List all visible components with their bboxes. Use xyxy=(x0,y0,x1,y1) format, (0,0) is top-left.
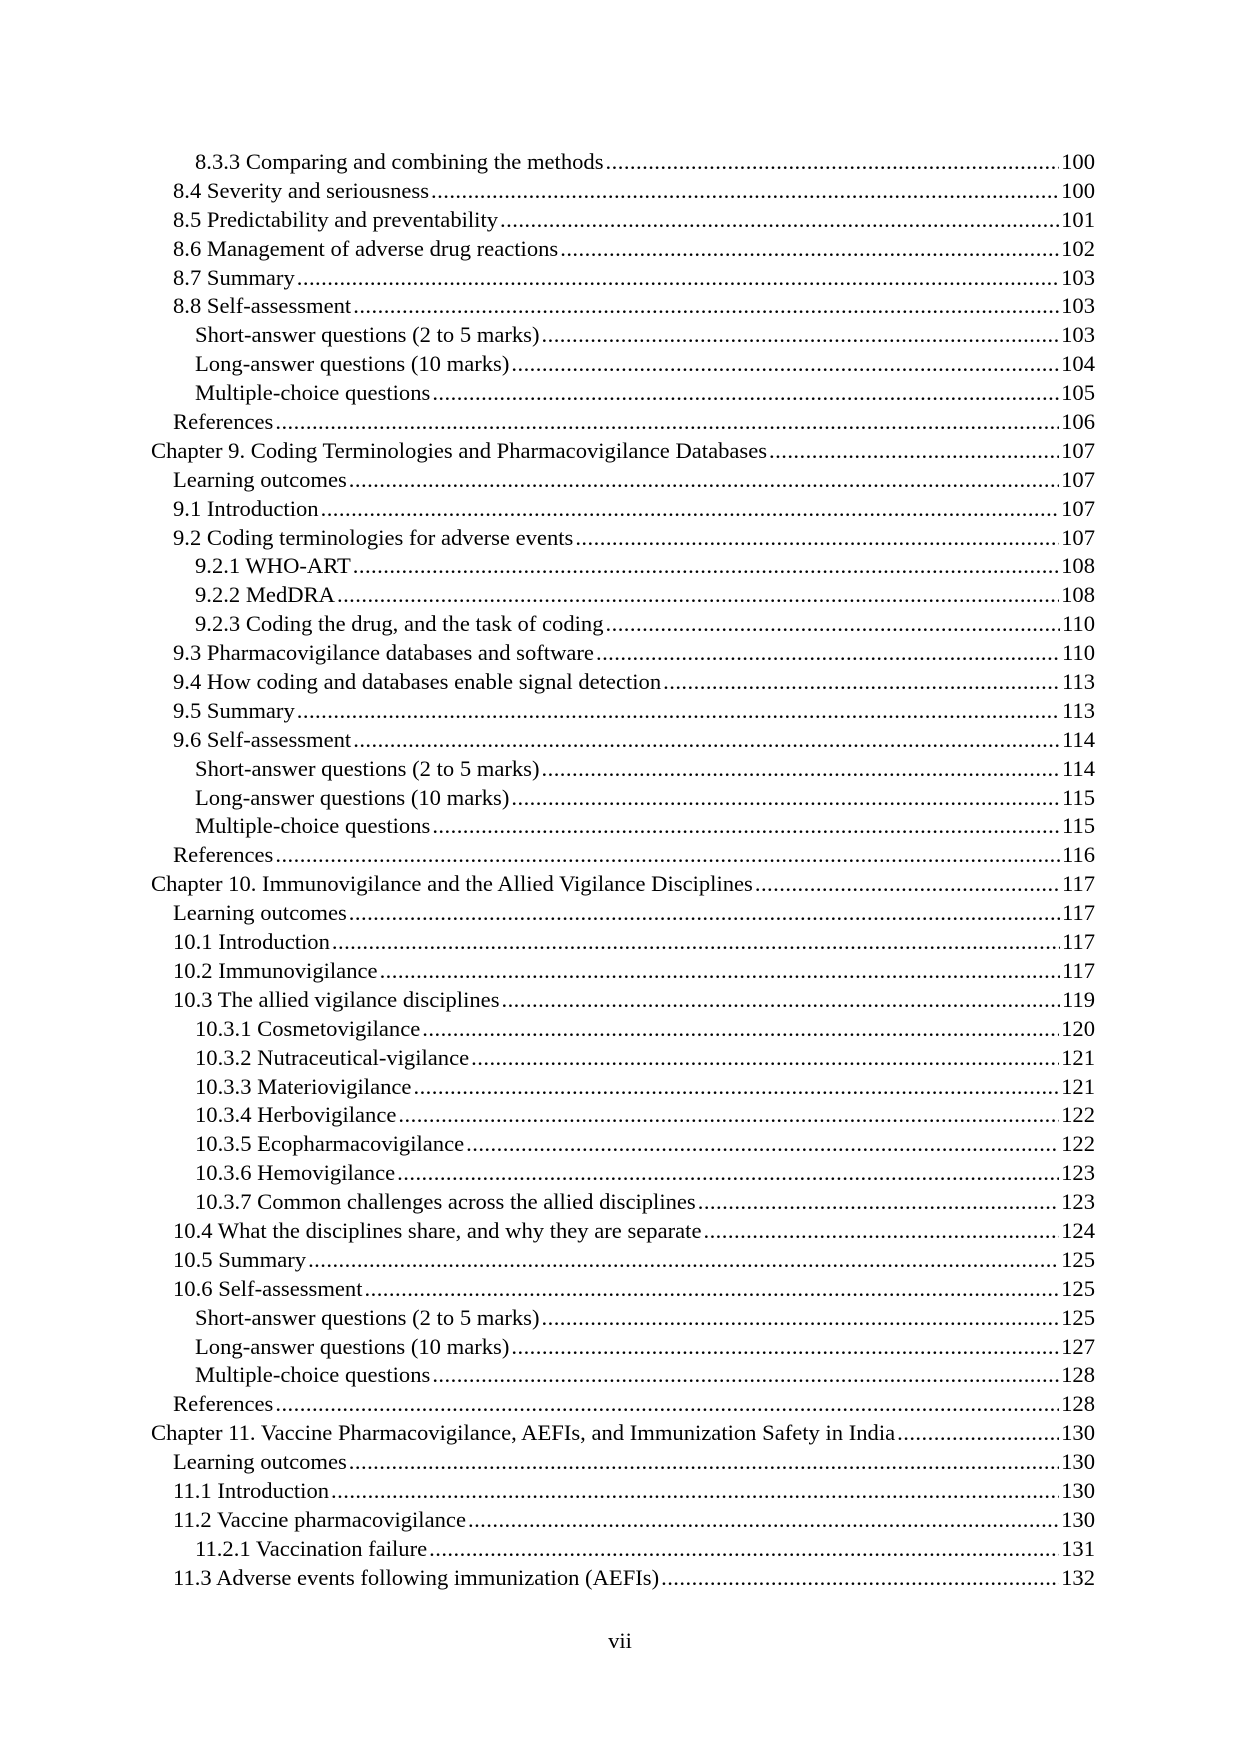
toc-entry-title: Short-answer questions (2 to 5 marks) xyxy=(195,1304,540,1330)
toc-entry-title: 8.8 Self-assessment xyxy=(173,293,352,319)
toc-entry-page: 117 xyxy=(1061,871,1095,897)
dot-leader xyxy=(606,149,1060,175)
toc-entry-page: 102 xyxy=(1061,235,1095,261)
toc-entry xyxy=(151,669,1095,698)
toc-entry-title: 10.3.2 Nutraceutical-vigilance xyxy=(195,1044,470,1070)
toc-entry-page: 113 xyxy=(1061,669,1095,695)
toc-entry-title: Long-answer questions (10 marks) xyxy=(195,1333,510,1359)
toc-entry xyxy=(151,1507,1095,1536)
toc-entry xyxy=(151,1305,1095,1334)
toc-entry-page: 100 xyxy=(1061,177,1095,203)
toc-entry xyxy=(151,1334,1095,1363)
toc-entry xyxy=(151,1565,1095,1594)
toc-entry-title: 10.3.5 Ecopharmacovigilance xyxy=(195,1131,465,1157)
toc-entry xyxy=(151,1131,1095,1160)
toc-entry xyxy=(151,1391,1095,1420)
toc-entry xyxy=(151,1362,1095,1391)
dot-leader xyxy=(468,1507,1059,1533)
toc-entry xyxy=(151,987,1095,1016)
toc-entry-page: 100 xyxy=(1061,149,1095,174)
dot-leader xyxy=(275,409,1059,435)
toc-entry-title: 11.2 Vaccine pharmacovigilance xyxy=(173,1506,466,1532)
toc-entry-title: 9.5 Summary xyxy=(173,697,295,723)
dot-leader xyxy=(380,958,1060,984)
toc-entry xyxy=(151,900,1095,929)
toc-entry xyxy=(151,958,1095,987)
toc-entry-title: Multiple-choice questions xyxy=(195,813,431,839)
toc-entry-title: 10.3.7 Common challenges across the allied disciplines xyxy=(195,1189,696,1215)
dot-leader xyxy=(349,1449,1059,1475)
toc-entry-page: 125 xyxy=(1061,1304,1095,1330)
table-of-contents xyxy=(151,149,1095,1594)
dot-leader xyxy=(466,1131,1059,1157)
toc-entry xyxy=(151,756,1095,785)
toc-entry xyxy=(151,1218,1095,1247)
toc-entry xyxy=(151,380,1095,409)
toc-entry xyxy=(151,1420,1095,1449)
dot-leader xyxy=(471,1045,1059,1071)
dot-leader xyxy=(365,1276,1060,1302)
toc-entry xyxy=(151,525,1095,554)
toc-entry-title: 9.3 Pharmacovigilance databases and software xyxy=(173,640,594,666)
dot-leader xyxy=(542,1305,1060,1331)
toc-entry-page: 108 xyxy=(1061,553,1095,579)
dot-leader xyxy=(661,1565,1059,1591)
toc-entry-page: 101 xyxy=(1061,206,1095,232)
toc-entry-title: 8.3.3 Comparing and combining the methods xyxy=(195,149,604,174)
page-number: vii xyxy=(608,1628,632,1653)
dot-leader xyxy=(413,1074,1059,1100)
dot-leader xyxy=(897,1420,1059,1446)
toc-entry-title: Long-answer questions (10 marks) xyxy=(195,784,510,810)
toc-entry-page: 117 xyxy=(1061,900,1095,926)
toc-entry-title: 10.5 Summary xyxy=(173,1246,307,1272)
dot-leader xyxy=(422,1016,1059,1042)
dot-leader xyxy=(353,293,1059,319)
toc-entry xyxy=(151,1074,1095,1103)
toc-entry-title: 10.3.6 Hemovigilance xyxy=(195,1160,396,1186)
toc-entry-title: 10.2 Immunovigilance xyxy=(173,957,378,983)
toc-entry-page: 123 xyxy=(1061,1160,1095,1186)
toc-entry xyxy=(151,149,1095,178)
toc-entry-title: Short-answer questions (2 to 5 marks) xyxy=(195,755,540,781)
toc-entry-page: 107 xyxy=(1061,437,1095,463)
toc-entry-page: 116 xyxy=(1061,842,1095,868)
toc-entry xyxy=(151,409,1095,438)
toc-entry-title: 10.3.4 Herbovigilance xyxy=(195,1102,397,1128)
toc-entry-title: 9.2.3 Coding the drug, and the task of coding xyxy=(195,611,604,637)
toc-entry-page: 122 xyxy=(1061,1102,1095,1128)
toc-entry xyxy=(151,1478,1095,1507)
toc-entry xyxy=(151,785,1095,814)
dot-leader xyxy=(432,813,1060,839)
toc-entry-title: Chapter 11. Vaccine Pharmacovigilance, AEFIs, and Immunization Safety in India xyxy=(151,1420,896,1446)
dot-leader xyxy=(431,178,1059,204)
dot-leader xyxy=(297,698,1060,724)
toc-entry xyxy=(151,265,1095,294)
toc-entry-page: 120 xyxy=(1061,1015,1095,1041)
toc-entry xyxy=(151,1160,1095,1189)
dot-leader xyxy=(511,1334,1059,1360)
toc-entry-title: 10.6 Self-assessment xyxy=(173,1275,363,1301)
toc-entry xyxy=(151,929,1095,958)
toc-entry-page: 114 xyxy=(1061,755,1095,781)
toc-entry-title: Chapter 10. Immunovigilance and the Allied Vigilance Disciplines xyxy=(151,871,753,897)
dot-leader xyxy=(397,1160,1059,1186)
toc-entry-page: 107 xyxy=(1061,466,1095,492)
toc-entry-title: 9.2.1 WHO-ART xyxy=(195,553,351,579)
dot-leader xyxy=(500,207,1059,233)
toc-entry-page: 131 xyxy=(1061,1535,1095,1561)
toc-entry-title: Multiple-choice questions xyxy=(195,380,431,406)
toc-entry-page: 117 xyxy=(1061,957,1095,983)
toc-entry-page: 114 xyxy=(1061,726,1095,752)
dot-leader xyxy=(542,322,1060,348)
toc-entry-title: 8.7 Summary xyxy=(173,264,295,290)
toc-entry-title: Learning outcomes xyxy=(173,900,347,926)
dot-leader xyxy=(606,611,1060,637)
dot-leader xyxy=(275,842,1060,868)
dot-leader xyxy=(511,785,1060,811)
toc-entry xyxy=(151,178,1095,207)
toc-entry xyxy=(151,1045,1095,1074)
dot-leader xyxy=(511,351,1059,377)
toc-entry-title: 10.3 The allied vigilance disciplines xyxy=(173,986,500,1012)
dot-leader xyxy=(321,496,1060,522)
toc-entry xyxy=(151,1247,1095,1276)
dot-leader xyxy=(331,1478,1059,1504)
toc-entry-title: Long-answer questions (10 marks) xyxy=(195,351,510,377)
dot-leader xyxy=(703,1218,1059,1244)
dot-leader xyxy=(769,438,1059,464)
dot-leader xyxy=(596,640,1060,666)
toc-entry-page: 127 xyxy=(1061,1333,1095,1359)
toc-entry-page: 132 xyxy=(1061,1564,1095,1590)
toc-entry xyxy=(151,207,1095,236)
dot-leader xyxy=(275,1391,1059,1417)
toc-entry-page: 103 xyxy=(1061,293,1095,319)
dot-leader xyxy=(663,669,1060,695)
toc-entry-title: 10.1 Introduction xyxy=(173,929,330,955)
toc-entry-page: 117 xyxy=(1061,929,1095,955)
toc-entry xyxy=(151,640,1095,669)
dot-leader xyxy=(432,380,1059,406)
toc-entry-title: 9.2 Coding terminologies for adverse events xyxy=(173,524,574,550)
toc-entry-title: 9.6 Self-assessment xyxy=(173,726,352,752)
toc-entry-title: References xyxy=(173,1391,274,1417)
dot-leader xyxy=(698,1189,1059,1215)
toc-entry-page: 113 xyxy=(1061,697,1095,723)
toc-entry-title: 8.4 Severity and seriousness xyxy=(173,177,430,203)
dot-leader xyxy=(353,727,1060,753)
dot-leader xyxy=(332,929,1060,955)
toc-entry-title: 8.6 Management of adverse drug reactions xyxy=(173,235,559,261)
toc-entry-title: References xyxy=(173,842,274,868)
toc-entry xyxy=(151,293,1095,322)
dot-leader xyxy=(398,1102,1059,1128)
toc-entry-page: 130 xyxy=(1061,1449,1095,1475)
toc-entry xyxy=(151,727,1095,756)
toc-entry xyxy=(151,236,1095,265)
toc-entry-title: 9.2.2 MedDRA xyxy=(195,582,335,608)
toc-entry-title: 10.3.3 Materiovigilance xyxy=(195,1073,412,1099)
toc-entry xyxy=(151,438,1095,467)
toc-entry-page: 121 xyxy=(1061,1044,1095,1070)
toc-entry-page: 123 xyxy=(1061,1189,1095,1215)
toc-entry xyxy=(151,698,1095,727)
toc-entry xyxy=(151,871,1095,900)
dot-leader xyxy=(560,236,1059,262)
toc-entry xyxy=(151,553,1095,582)
toc-entry xyxy=(151,1449,1095,1478)
toc-entry-page: 103 xyxy=(1061,264,1095,290)
dot-leader xyxy=(542,756,1060,782)
toc-entry-title: 11.3 Adverse events following immunization (AEFIs) xyxy=(173,1564,660,1590)
toc-entry-title: Learning outcomes xyxy=(173,1449,347,1475)
toc-entry-page: 122 xyxy=(1061,1131,1095,1157)
dot-leader xyxy=(575,525,1059,551)
toc-entry-page: 105 xyxy=(1061,380,1095,406)
dot-leader xyxy=(308,1247,1059,1273)
toc-entry-title: References xyxy=(173,409,274,435)
toc-entry xyxy=(151,1276,1095,1305)
toc-entry-page: 107 xyxy=(1061,495,1095,521)
toc-entry xyxy=(151,813,1095,842)
dot-leader xyxy=(501,987,1059,1013)
toc-entry xyxy=(151,467,1095,496)
toc-entry-page: 110 xyxy=(1061,640,1095,666)
toc-entry xyxy=(151,842,1095,871)
toc-entry-page: 128 xyxy=(1061,1391,1095,1417)
toc-entry xyxy=(151,322,1095,351)
toc-entry-title: 8.5 Predictability and preventability xyxy=(173,206,499,232)
dot-leader xyxy=(349,900,1060,926)
dot-leader xyxy=(429,1536,1059,1562)
dot-leader xyxy=(297,265,1059,291)
toc-entry-title: Multiple-choice questions xyxy=(195,1362,431,1388)
toc-entry-title: 10.4 What the disciplines share, and why they are separate xyxy=(173,1217,702,1243)
toc-entry-page: 130 xyxy=(1061,1477,1095,1503)
toc-entry-title: 9.1 Introduction xyxy=(173,495,319,521)
toc-entry-page: 119 xyxy=(1061,986,1095,1012)
toc-entry-page: 125 xyxy=(1061,1246,1095,1272)
toc-entry-page: 124 xyxy=(1061,1217,1095,1243)
toc-entry-page: 108 xyxy=(1061,582,1095,608)
toc-entry xyxy=(151,611,1095,640)
toc-entry-title: Chapter 9. Coding Terminologies and Pharmacovigilance Databases xyxy=(151,437,768,463)
toc-entry-page: 125 xyxy=(1061,1275,1095,1301)
toc-entry xyxy=(151,1189,1095,1218)
dot-leader xyxy=(755,871,1060,897)
toc-entry-page: 115 xyxy=(1061,784,1095,810)
toc-entry-title: 9.4 How coding and databases enable signal detection xyxy=(173,669,662,695)
toc-entry xyxy=(151,496,1095,525)
toc-entry-page: 130 xyxy=(1061,1420,1095,1446)
dot-leader xyxy=(337,582,1059,608)
toc-entry xyxy=(151,1536,1095,1565)
toc-entry-page: 106 xyxy=(1061,409,1095,435)
toc-entry-title: 11.1 Introduction xyxy=(173,1477,330,1503)
toc-entry-page: 107 xyxy=(1061,524,1095,550)
toc-entry xyxy=(151,582,1095,611)
toc-entry-page: 130 xyxy=(1061,1506,1095,1532)
toc-entry-title: 11.2.1 Vaccination failure xyxy=(195,1535,428,1561)
toc-entry-page: 128 xyxy=(1061,1362,1095,1388)
dot-leader xyxy=(353,553,1059,579)
toc-entry-page: 103 xyxy=(1061,322,1095,348)
toc-entry-page: 115 xyxy=(1061,813,1095,839)
toc-entry-page: 121 xyxy=(1061,1073,1095,1099)
dot-leader xyxy=(349,467,1059,493)
toc-entry-page: 110 xyxy=(1061,611,1095,637)
toc-entry xyxy=(151,1016,1095,1045)
toc-entry-title: Learning outcomes xyxy=(173,466,347,492)
toc-entry-title: 10.3.1 Cosmetovigilance xyxy=(195,1015,421,1041)
toc-entry xyxy=(151,351,1095,380)
dot-leader xyxy=(432,1362,1059,1388)
toc-entry-title: Short-answer questions (2 to 5 marks) xyxy=(195,322,540,348)
toc-entry xyxy=(151,1102,1095,1131)
toc-entry-page: 104 xyxy=(1061,351,1095,377)
